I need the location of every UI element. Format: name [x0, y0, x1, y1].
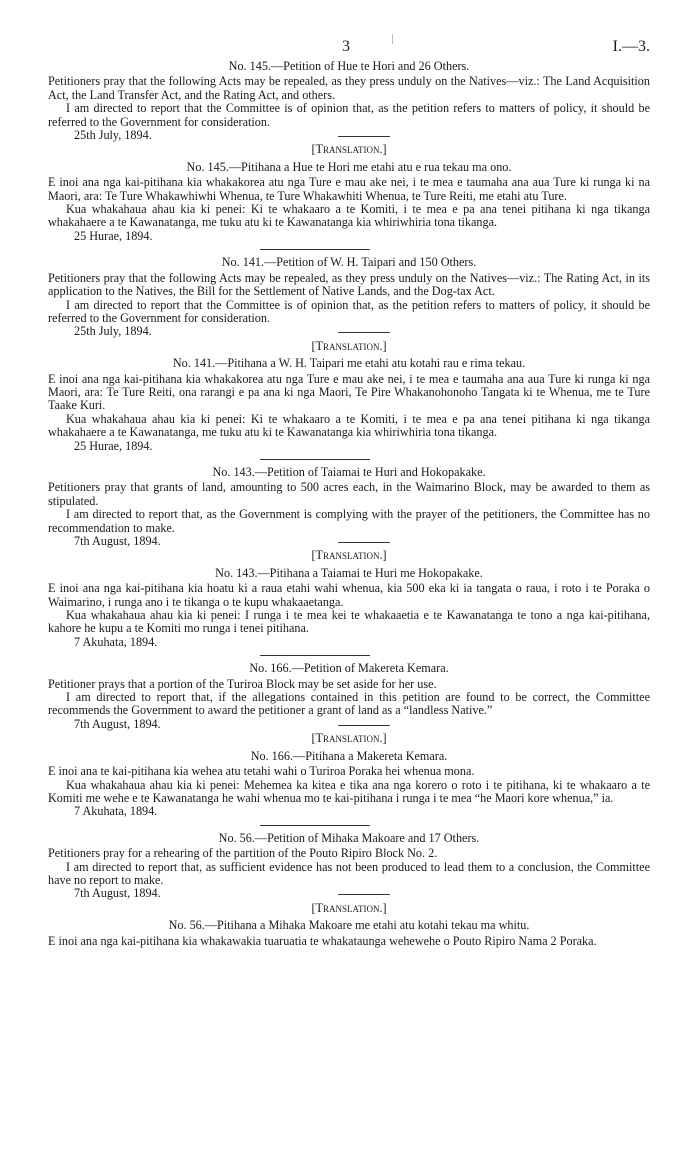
petition-section	[48, 60, 650, 243]
section-divider	[260, 249, 370, 250]
report-date-line	[48, 535, 650, 548]
translation-label: [Translation.]	[311, 731, 387, 746]
translation-label: [Translation.]	[311, 548, 387, 563]
petition-heading: No. 145.—Petition of Hue te Hori and 26 Others.	[228, 59, 470, 73]
petitions-list	[48, 60, 650, 948]
petition-heading: No. 56.—Petition of Mihaka Makoare and 17 Others.	[218, 830, 480, 845]
translation-label: [Translation.]	[311, 900, 387, 915]
maori-date: 7 Akuhata, 1894.	[74, 634, 158, 649]
section-divider	[260, 655, 370, 656]
report-date: 7th August, 1894.	[74, 534, 161, 548]
report-date-line	[48, 718, 650, 731]
translation-divider	[338, 332, 390, 333]
maori-paragraph: E inoi ana nga kai-pitihana kia whakawakia tuaruatia te whakataunga wehewehe o Pouto Ripiro Nama 2 Poraka.	[48, 933, 597, 948]
report-paragraph: Petitioners pray for a rehearing of the partition of the Pouto Ripiro Block No. 2.	[48, 846, 438, 861]
report-date-line	[48, 325, 650, 338]
maori-paragraph: E inoi ana nga kai-pitihana kia hoatu ki a raua etahi wahi whenua, kia 500 eka ki ia tangata o raua, i roto i te Poraka o Waimarino, i runga ano i te tikanga o te kupu whakaaetanga.	[48, 581, 650, 609]
maori-heading: No. 145.—Pitihana a Hue te Hori me etahi atu e rua tekau ma ono.	[186, 159, 512, 174]
petition-section	[48, 655, 650, 818]
maori-date: 7 Akuhata, 1894.	[74, 804, 158, 819]
report-paragraph: Petitioners pray that grants of land, amounting to 500 acres each, in the Waimarino Block, may be awarded to them as stipulated.	[48, 480, 650, 508]
report-date: 7th August, 1894.	[74, 886, 161, 901]
report-paragraph: Petitioners pray that the following Acts may be repealed, as they press unduly on the Natives—viz.: The Land Acquisition Act, the Land Transfer Act, and the Rating Act, and others.	[48, 74, 650, 102]
maori-heading: No. 166.—Pitihana a Makereta Kemara.	[250, 748, 448, 763]
report-paragraph: I am directed to report that the Committee is of opinion that, as the petition refers to matters of policy, it should be referred to the Government for consideration.	[48, 297, 650, 325]
petition-heading: No. 166.—Petition of Makereta Kemara.	[249, 661, 449, 676]
section-divider	[260, 825, 370, 826]
report-paragraph: Petitioner prays that a portion of the Turiroa Block may be set aside for her use.	[48, 676, 437, 691]
report-paragraph: I am directed to report that, as the Government is complying with the prayer of the petitioners, the Committee has no recommendation to make.	[48, 507, 650, 535]
running-head	[48, 32, 650, 54]
petition-heading: No. 141.—Petition of W. H. Taipari and 150 Others.	[221, 255, 477, 270]
maori-date: 25 Hurae, 1894.	[74, 228, 153, 243]
top-binding-mark	[392, 34, 393, 44]
translation-divider	[338, 136, 390, 137]
translation-divider	[338, 894, 390, 895]
translation-divider	[338, 542, 390, 543]
report-date: 25th July, 1894.	[74, 324, 152, 339]
report-paragraph: Petitioners pray that the following Acts may be repealed, as they press unduly on the Natives—viz.: The Rating Act, in its application to the Natives, the Bill for the Settlement of Native Lands, and the Dog-tax Act.	[48, 270, 650, 299]
translation-label: [Translation.]	[311, 338, 387, 353]
report-paragraph: I am directed to report that, if the allegations contained in this petition are found to be correct, the Committee recommends the Government to award the petitioner a grant of land as a “landless Native.”	[48, 690, 650, 718]
report-date-line	[48, 129, 650, 142]
maori-heading: No. 141.—Pitihana a W. H. Taipari me etahi atu kotahi rau e rima tekau.	[172, 356, 526, 371]
maori-date: 25 Hurae, 1894.	[74, 438, 153, 453]
maori-paragraph: Kua whakahaua ahau kia ki penei: I runga i te mea kei te whakaaetia e te Kawanatanga te tono a nga kai-pitihana, kahore he kupu a te Komiti mo runga i tenei pitihana.	[48, 608, 650, 636]
report-date-line	[48, 887, 650, 900]
report-date: 7th August, 1894.	[74, 716, 161, 731]
page-number: 3	[342, 38, 350, 55]
petition-section	[48, 459, 650, 649]
report-paragraph: I am directed to report that the Committee is of opinion that, as the petition refers to matters of policy, it should be referred to the Government for consideration.	[48, 101, 650, 129]
petition-heading: No. 143.—Petition of Taiamai te Huri and Hokopakake.	[212, 464, 486, 479]
maori-heading: No. 143.—Pitihana a Taiamai te Huri me Hokopakake.	[215, 565, 483, 580]
petition-section	[48, 825, 650, 948]
section-divider	[260, 459, 370, 460]
maori-paragraph: Kua whakahaua ahau kia ki penei: Ki te whakaaro a te Komiti, i te mea e pa ana tenei pitihana ki nga tikanga whakahaere a te Kawanatanga, me tuku atu ki te Kawanatanga kia whiriwhiria tona tikanga.	[48, 202, 650, 230]
maori-paragraph: Kua whakahaua ahau kia ki penei: Ki te whakaaro a te Komiti, i te mea e pa ana tenei pitihana ki nga tikanga whakahaere a te Kawanatanga, me tuku atu ki te Kawanatanga kia whiriwhiria tona tikanga.	[48, 411, 650, 440]
petition-section	[48, 249, 650, 453]
maori-paragraph: E inoi ana te kai-pitihana kia wehea atu tetahi wahi o Turiroa Poraka hei whenua mona.	[48, 764, 475, 779]
maori-paragraph: E inoi ana nga kai-pitihana kia whakakorea atu nga Ture e mau ake nei, i te mea e taumaha ana aua Ture ki runga ki na Maori, ara: Te Ture Whakawhiwhi Whenua, te Ture Whakawhiti Whenua, te Ture Reiti, me etahi atu Ture.	[48, 175, 650, 203]
report-date: 25th July, 1894.	[74, 128, 152, 143]
translation-label: [Translation.]	[311, 142, 387, 157]
maori-paragraph: Kua whakahaua ahau kia ki penei: Mehemea ka kitea e tika ana nga korero o roto i te pitihana, ki te whakaaro a te Komiti me wehe e te Kawanatanga he wahi whenua mo te kai-pitihana i runga i te mea “he Maori kore whenua,” ia.	[48, 777, 650, 805]
maori-heading: No. 56.—Pitihana a Mihaka Makoare me etahi atu kotahi tekau ma whitu.	[168, 918, 530, 933]
translation-divider	[338, 725, 390, 726]
report-paragraph: I am directed to report that, as sufficient evidence has not been produced to lead them to a conclusion, the Committee have no report to make.	[48, 859, 650, 887]
document-reference: I.—3.	[612, 38, 650, 55]
maori-paragraph: E inoi ana nga kai-pitihana kia whakakorea atu nga Ture e mau ake nei, i te mea e taumaha ana aua Ture ki runga ki nga Maori, ara: Te Ture Reiti, ona rarangi e pa ana ki nga Maori, Te Pire Whakanohonoho Tangata ki te Whenua, me te Ture Taake Kuri.	[48, 371, 650, 413]
